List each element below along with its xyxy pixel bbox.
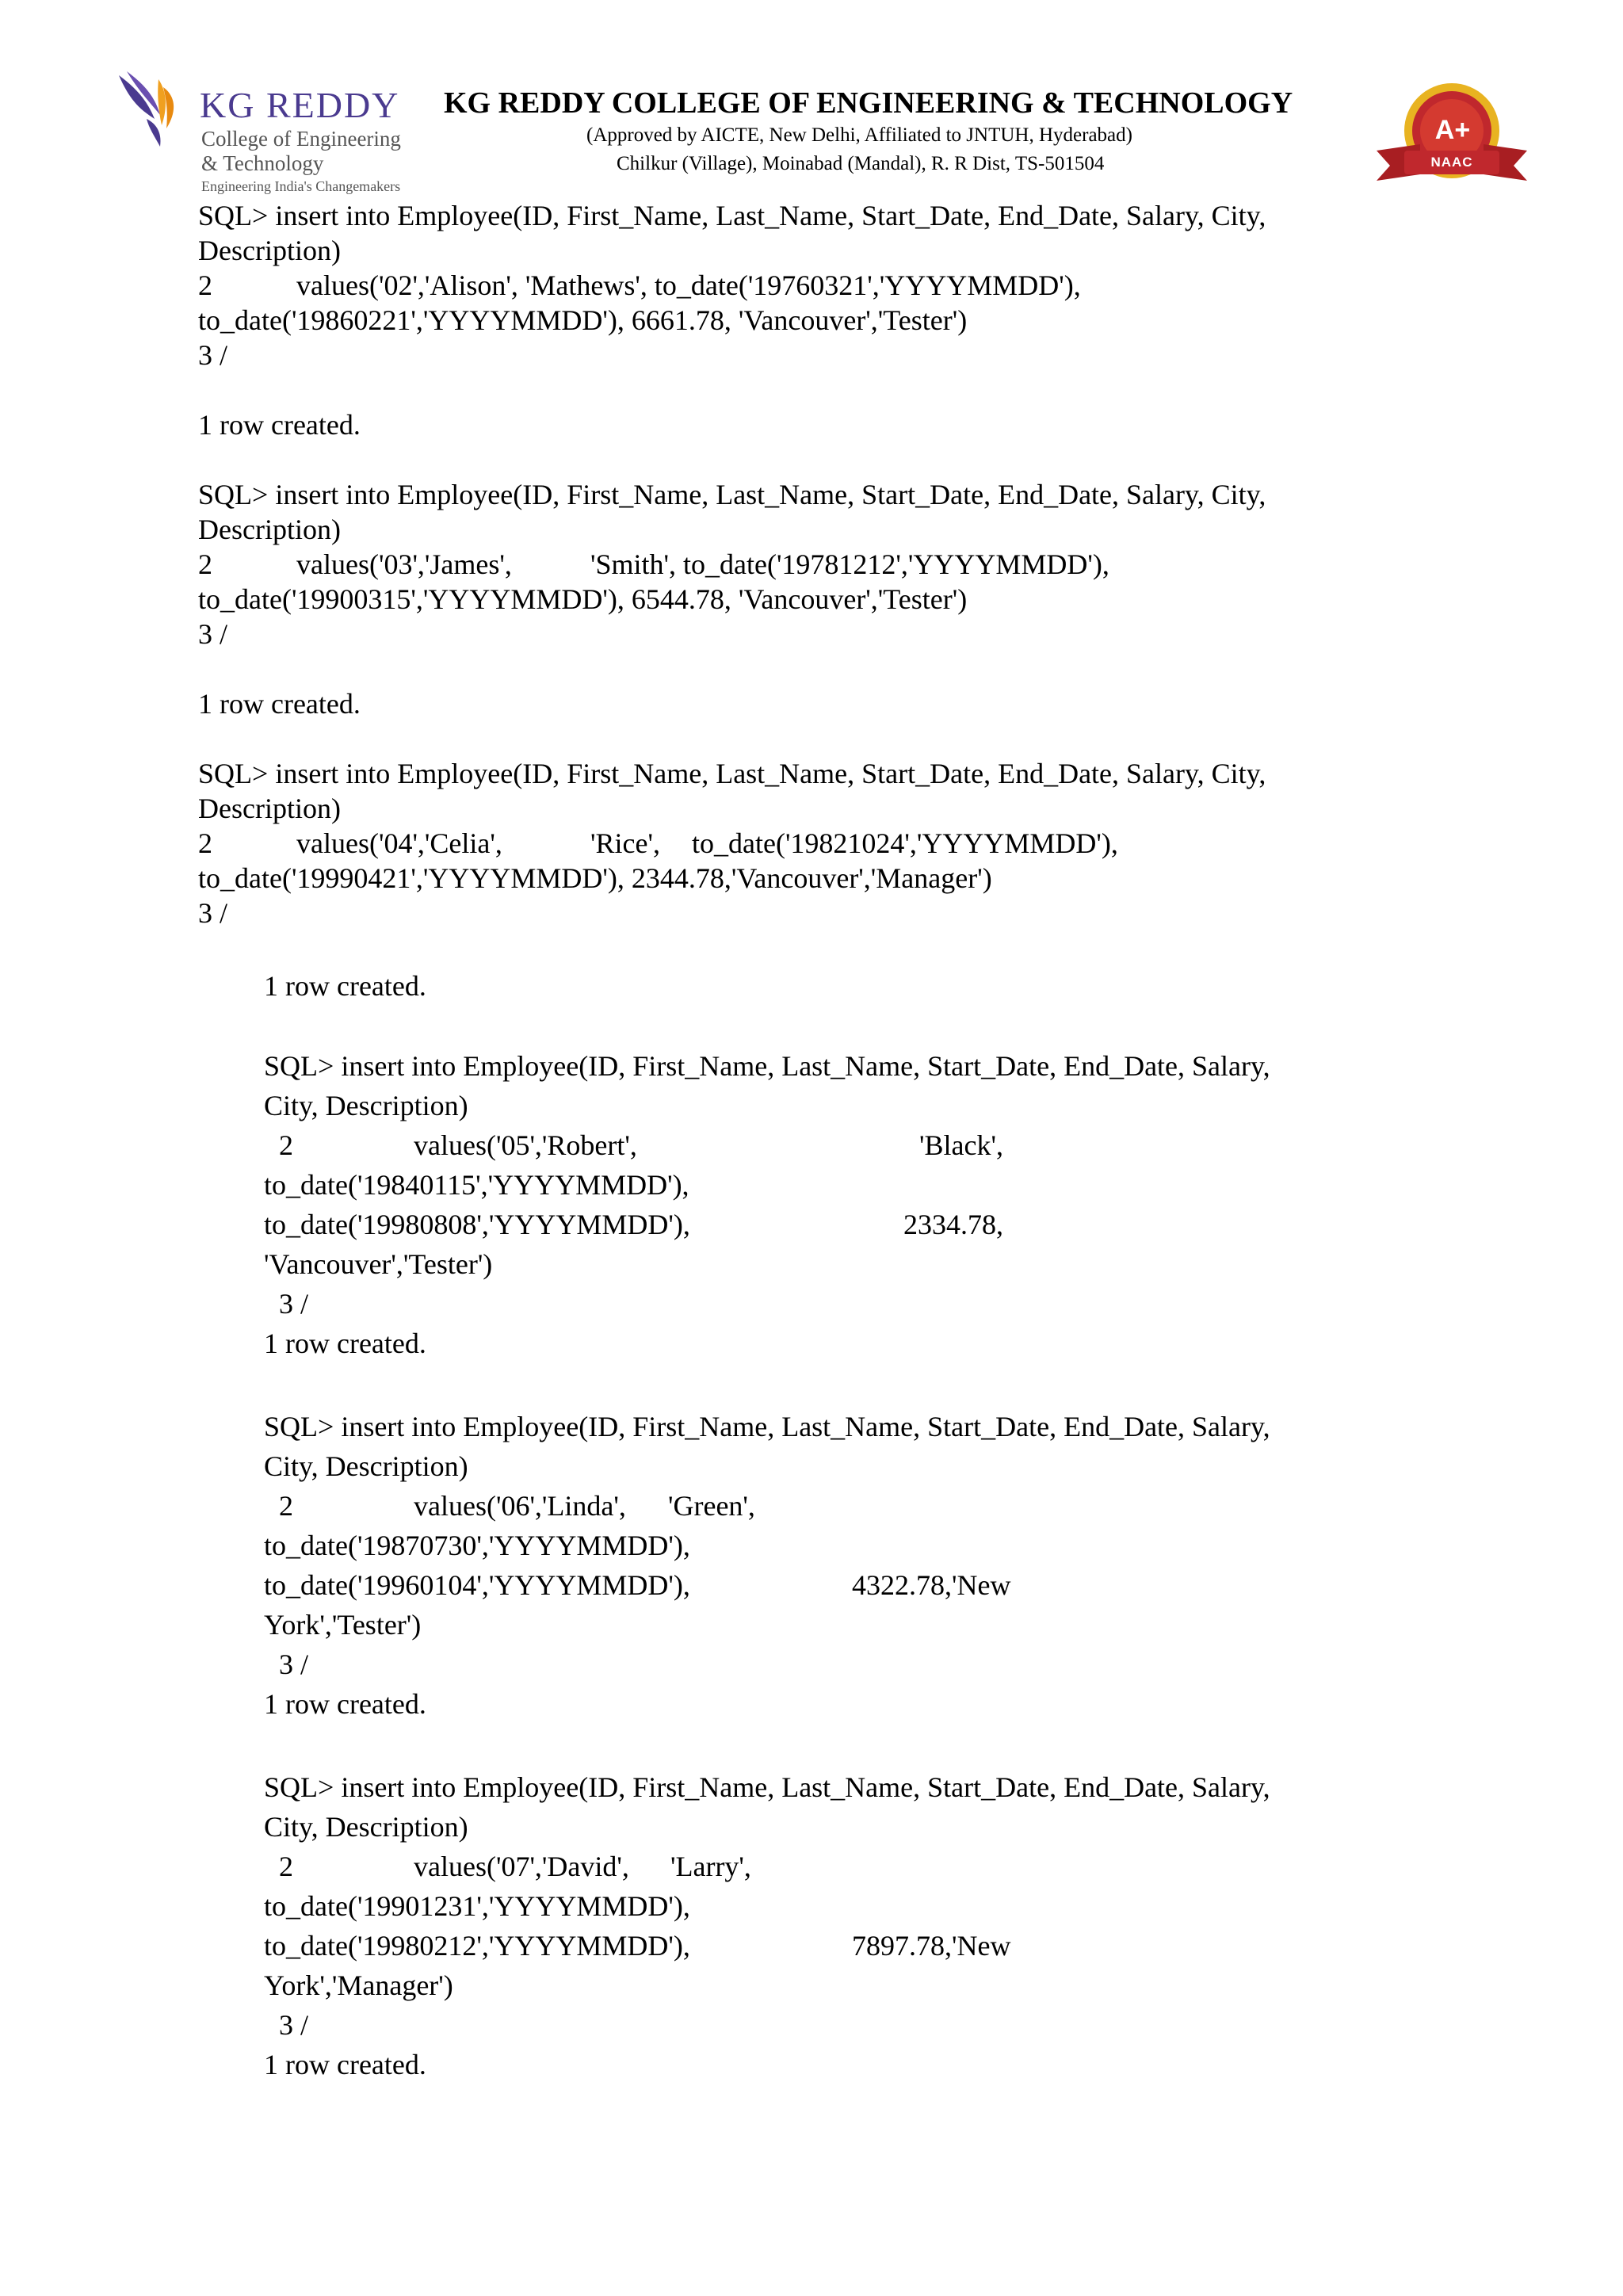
sql-line: City, Description)	[264, 1090, 468, 1121]
college-name: KG REDDY COLLEGE OF ENGINEERING & TECHNOLOGY	[444, 86, 1293, 120]
logo-subtitle-2: & Technology	[201, 151, 324, 175]
sql-result: 1 row created.	[198, 409, 361, 441]
logo-subtitle-1: College of Engineering	[201, 127, 401, 151]
sql-line: 4322.78,'New	[852, 1569, 1011, 1601]
sql-line: values('04','Celia',	[296, 827, 502, 859]
sql-line: York','Tester')	[264, 1609, 422, 1641]
sql-line: to_date('19870730','YYYYMMDD'),	[264, 1530, 690, 1561]
naac-grade: A+	[1434, 115, 1471, 145]
approval-line: (Approved by AICTE, New Delhi, Affiliated to JNTUH, Hyderabad)	[586, 124, 1132, 146]
sql-line-number: 2	[198, 827, 212, 859]
sql-line: to_date('19980808','YYYYMMDD'),	[264, 1209, 690, 1240]
logo-tagline: Engineering India's Changemakers	[201, 178, 401, 194]
sql-line-number: 2	[279, 1490, 293, 1522]
sql-line: 'Green',	[668, 1490, 755, 1522]
sql-line: 'Smith', to_date('19781212','YYYYMMDD'),	[590, 548, 1109, 580]
sql-line: to_date('19840115','YYYYMMDD'),	[264, 1169, 689, 1201]
sql-line: to_date('19960104','YYYYMMDD'),	[264, 1569, 690, 1601]
sql-line-number: 2	[279, 1129, 293, 1161]
sql-line: 7897.78,'New	[852, 1930, 1011, 1962]
sql-line: values('03','James',	[296, 548, 512, 580]
sql-line: Description)	[198, 235, 341, 266]
sql-line: 3 /	[198, 897, 228, 929]
sql-result: 1 row created.	[264, 1688, 426, 1720]
sql-line-number: 2	[198, 269, 212, 301]
sql-line: to_date('19900315','YYYYMMDD'), 6544.78, 'Vancouver','Tester')	[198, 583, 968, 615]
sql-line: to_date('19980212','YYYYMMDD'),	[264, 1930, 690, 1962]
sql-line: 'Rice',	[590, 827, 660, 859]
sql-line: 3 /	[198, 618, 228, 650]
sql-line: 2334.78,	[903, 1209, 1003, 1240]
sql-line: SQL> insert into Employee(ID, First_Name, Last_Name, Start_Date, End_Date, Salary, City,	[198, 758, 1266, 789]
sql-line: to_date('19860221','YYYYMMDD'), 6661.78, 'Vancouver','Tester')	[198, 304, 968, 336]
sql-line: City, Description)	[264, 1811, 468, 1843]
sql-line: SQL> insert into Employee(ID, First_Name, Last_Name, Start_Date, End_Date, Salary,	[264, 1411, 1270, 1442]
sql-line: SQL> insert into Employee(ID, First_Name, Last_Name, Start_Date, End_Date, Salary,	[264, 1771, 1270, 1803]
sql-line: to_date('19821024','YYYYMMDD'),	[692, 827, 1118, 859]
sql-line: SQL> insert into Employee(ID, First_Name, Last_Name, Start_Date, End_Date, Salary, City,	[198, 200, 1266, 231]
sql-line: Description)	[198, 514, 341, 545]
sql-line: 'Larry',	[670, 1851, 751, 1882]
sql-line: 'Vancouver','Tester')	[264, 1248, 493, 1280]
sql-line: values('07','David',	[414, 1851, 629, 1882]
sql-line: to_date('19901231','YYYYMMDD'),	[264, 1890, 690, 1922]
sql-line-number: 2	[198, 548, 212, 580]
sql-line: values('02','Alison', 'Mathews', to_date('19760321','YYYYMMDD'),	[296, 269, 1081, 301]
sql-line: 'Black',	[919, 1129, 1003, 1161]
sql-result: 1 row created.	[264, 1328, 426, 1359]
address-line: Chilkur (Village), Moinabad (Mandal), R. R Dist, TS-501504	[617, 153, 1105, 174]
sql-result: 1 row created.	[198, 688, 361, 720]
sql-line: York','Manager')	[264, 1969, 453, 2001]
sql-line: to_date('19990421','YYYYMMDD'), 2344.78,'Vancouver','Manager')	[198, 862, 992, 894]
naac-label: NAAC	[1430, 155, 1473, 170]
sql-line: 3 /	[198, 339, 228, 371]
sql-line: values('06','Linda',	[414, 1490, 626, 1522]
sql-line: SQL> insert into Employee(ID, First_Name, Last_Name, Start_Date, End_Date, Salary,	[264, 1050, 1270, 1082]
sql-line: 3 /	[279, 1288, 309, 1320]
sql-line: Description)	[198, 793, 341, 824]
sql-line: City, Description)	[264, 1450, 468, 1482]
sql-line-number: 2	[279, 1851, 293, 1882]
sql-line: 3 /	[279, 2009, 309, 2041]
logo-name: KG REDDY	[200, 85, 400, 125]
sql-result: 1 row created.	[264, 970, 426, 1002]
sql-line: 3 /	[279, 1648, 309, 1680]
sql-line: SQL> insert into Employee(ID, First_Name, Last_Name, Start_Date, End_Date, Salary, City,	[198, 479, 1266, 510]
sql-result: 1 row created.	[264, 2049, 426, 2080]
sql-line: values('05','Robert',	[414, 1129, 637, 1161]
